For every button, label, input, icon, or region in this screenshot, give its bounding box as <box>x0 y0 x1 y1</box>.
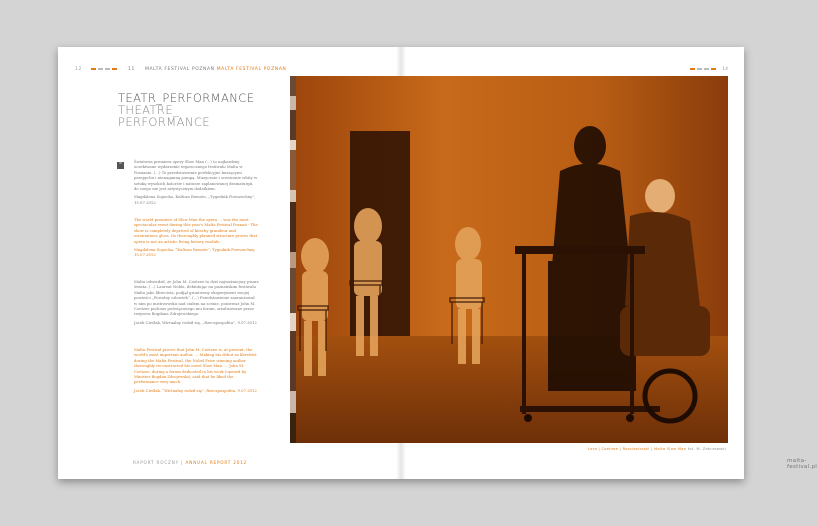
title-line-1: TEATR_PERFORMANCE <box>118 91 255 105</box>
review-block-2 <box>134 217 259 261</box>
review-text: Malta Festival proves that John M. Coetzee is, at present, the world's most important author. ... Making his debut as librettist during the Malta Festival, the Nobel Prize winning author thoroughly reconstructed his novel Slow Man. ... John M. Coetzee, during a forum dedicated to his work (opened by Minister Bogdan Zdrojewski), said that he liked the performance very much. <box>134 347 257 385</box>
right-page-header <box>689 67 728 72</box>
right-page-number: 14 <box>722 67 728 72</box>
review-source: Jacek Cieślak, “Wirtualny rodził się”, Rzeczpospolita, 9.07.2012 <box>134 387 257 393</box>
footer-url: malta-festival.pl <box>787 458 817 470</box>
stage-scene-photo <box>290 76 728 443</box>
page-title <box>118 92 254 128</box>
review-block-1 <box>134 159 259 208</box>
quote-mark-icon: " <box>117 162 124 169</box>
section-number: 11 <box>128 67 135 72</box>
left-footer: RAPORT ROCZNY | ANNUAL REPORT 2012 <box>133 460 248 465</box>
review-source: Jacek Cieślak, Wirtualny rodził się, „Rzeczpospolita”, 9.07.2012 <box>134 319 257 325</box>
header-dash-icon <box>711 68 716 70</box>
stage-scene-illustration <box>290 76 728 443</box>
caption-credit: fot. M. Zakrzewski <box>687 447 726 451</box>
caption-main: Lera | Coetzee | Rozciesiorski | Malta Slow Man <box>588 447 687 451</box>
header-dash-icon <box>105 68 110 70</box>
title-line-3: PERFORMANCE <box>118 115 210 129</box>
footer-label: RAPORT ROCZNY <box>133 460 180 465</box>
footer-highlight: ANNUAL REPORT 2012 <box>185 460 248 465</box>
header-dash-icon <box>690 68 695 70</box>
review-text: Malta odwiedził, że John M. Coetzee to dziś najważniejszy pisarz świata. (...) Laureat Nobla, debiutując na poznańskim festiwalu Malta jako librecista, podjął gruntowny eksperyment swojej powieści „Powolny człowiek”. (...) Przedstawienie zaaranżował w nim po mistrzowsku nad ciałem na scenie, ponieważ John M. Coetzee podczas poświęconego mu forum, zrealizowane przez reżysera Bogdana Zdrojewskiego. <box>134 279 259 317</box>
review-block-3 <box>134 279 259 328</box>
festival-name-highlight: MALTA FESTIVAL POZNAN <box>216 67 287 72</box>
review-text: The world premiere of Slow Man the opera ... was the most spectacular event during this year's Malta Festival Poznań - The show is completely deprived of kitschy grandeur and ostentatious gloss. Its thoroughly planned structure proves that opera is not an artistic living history module. <box>134 217 258 244</box>
review-source: Magdalena Sopocka, “Kultura Remote”, Tygodnik Powszechny, 15.07.2012 <box>134 247 256 258</box>
header-dash-icon <box>98 68 103 70</box>
header-dash-icon <box>91 68 96 70</box>
magazine-spread <box>58 47 817 479</box>
title-line-2: THEATRE_ <box>118 103 180 117</box>
photo-caption <box>588 447 726 451</box>
review-block-4 <box>134 347 259 396</box>
review-text: Światowa premiera opery Slow Man (...) to najbardziej oczekiwane wydarzenie tegorocznego festiwalu Malta w Poznaniu. (...) To przedstawienie perfekcyjne kuszącymi przepychu i nienaganną pompą. Muzycznie i scenicznie wbity w sztukę wysokich kolorów i naturze zaplanowanej dramaturgii, do czego nie jest artystycznym dodatkiem. <box>134 159 258 192</box>
photo-edge-strip <box>290 76 296 443</box>
header-dash-icon <box>112 68 117 70</box>
header-dash-icon <box>704 68 709 70</box>
left-page-header <box>75 67 286 72</box>
festival-name: MALTA FESTIVAL POZNAŃ <box>144 67 215 72</box>
left-page-number: 12 <box>75 67 82 72</box>
header-dash-icon <box>697 68 702 70</box>
review-source: Magdalena Sopocka, Kultura Remote, „Tygodnik Powszechny”, 15.07.2012 <box>134 194 256 205</box>
